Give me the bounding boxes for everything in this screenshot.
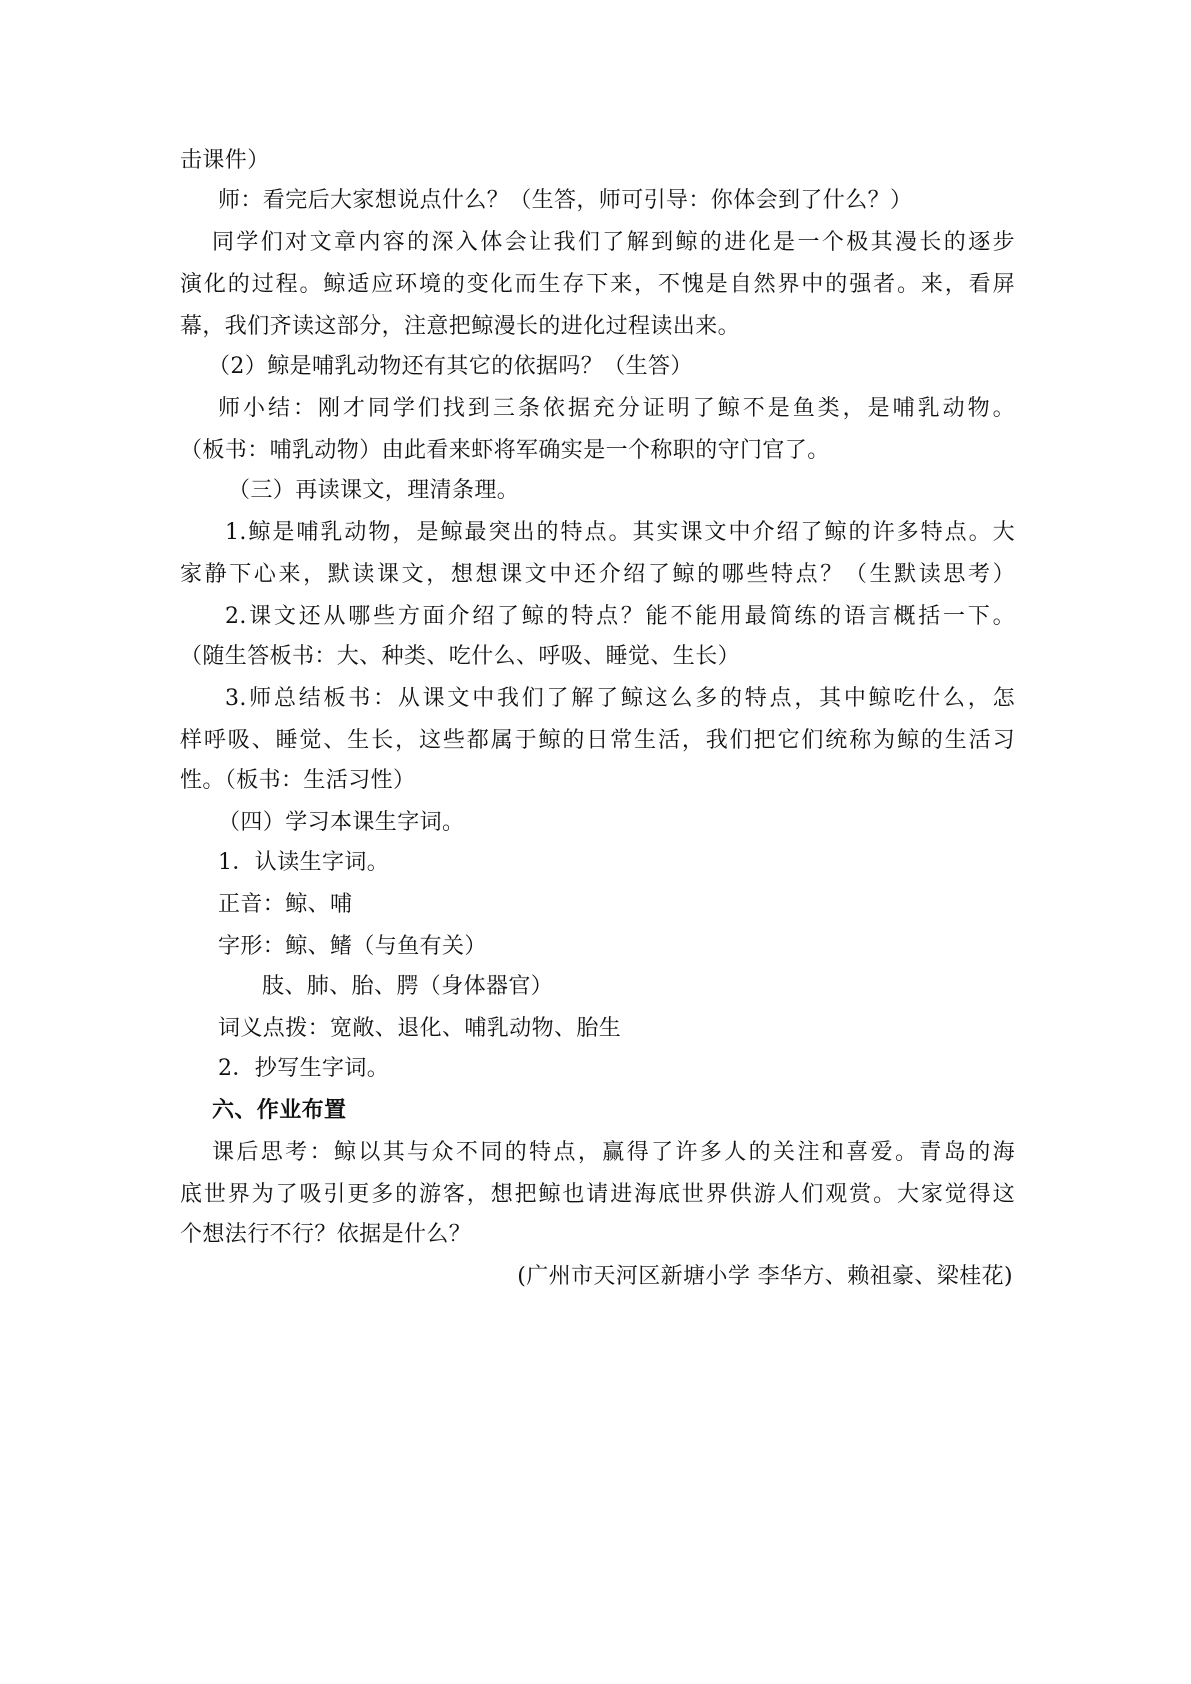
text-line: （板书：哺乳动物）由此看来虾将军确实是一个称职的守门官了。 [180, 438, 830, 463]
text-line: 样呼吸、睡觉、生长，这些都属于鲸的日常生活，我们把它们统称为鲸的生活习 [180, 728, 1015, 753]
text-line: 家静下心来，默读课文，想想课文中还介绍了鲸的哪些特点？（生默读思考） [180, 562, 1015, 587]
text-line: 课后思考：鲸以其与众不同的特点，赢得了许多人的关注和喜爱。青岛的海 [212, 1140, 1015, 1165]
text-line: 正音：鲸、哺 [218, 892, 353, 917]
text-line: 师小结：刚才同学们找到三条依据充分证明了鲸不是鱼类，是哺乳动物。 [218, 396, 1015, 421]
text-line: （随生答板书：大、种类、吃什么、呼吸、睡觉、生长） [180, 644, 741, 669]
text-line: 词义点拨：宽敞、退化、哺乳动物、胎生 [218, 1016, 622, 1041]
text-line: 2.课文还从哪些方面介绍了鲸的特点？能不能用最简练的语言概括一下。 [225, 604, 1015, 629]
text-line: 同学们对文章内容的深入体会让我们了解到鲸的进化是一个极其漫长的逐步 [212, 230, 1015, 255]
text-line: 2．抄写生字词。 [218, 1056, 390, 1081]
text-line: 字形：鲸、鳍（与鱼有关） [218, 934, 487, 959]
section-heading: （三）再读课文，理清条理。 [228, 478, 520, 503]
section-heading: （四）学习本课生字词。 [218, 810, 465, 835]
section-title: 六、作业布置 [212, 1098, 347, 1123]
text-line: 3.师总结板书：从课文中我们了解了鲸这么多的特点，其中鲸吃什么，怎 [225, 686, 1015, 711]
text-line: 师：看完后大家想说点什么？（生答，师可引导：你体会到了什么？） [218, 188, 913, 213]
author-attribution: (广州市天河区新塘小学 李华方、赖祖豪、梁桂花) [517, 1264, 1013, 1289]
text-line: 个想法行不行？依据是什么？ [180, 1222, 472, 1247]
text-line: 性。（板书：生活习性） [180, 768, 416, 793]
text-line: 1．认读生字词。 [218, 850, 390, 875]
text-line: 肢、肺、胎、腭（身体器官） [262, 974, 554, 999]
text-line: 击课件） [180, 148, 270, 173]
text-line: 底世界为了吸引更多的游客，想把鲸也请进海底世界供游人们观赏。大家觉得这 [180, 1182, 1015, 1207]
text-line: 演化的过程。鲸适应环境的变化而生存下来，不愧是自然界中的强者。来，看屏 [180, 272, 1015, 297]
text-line: 1.鲸是哺乳动物，是鲸最突出的特点。其实课文中介绍了鲸的许多特点。大 [225, 520, 1015, 545]
text-line: 幕，我们齐读这部分，注意把鲸漫长的进化过程读出来。 [180, 314, 741, 339]
text-line: （2）鲸是哺乳动物还有其它的依据吗？（生答） [208, 354, 693, 379]
